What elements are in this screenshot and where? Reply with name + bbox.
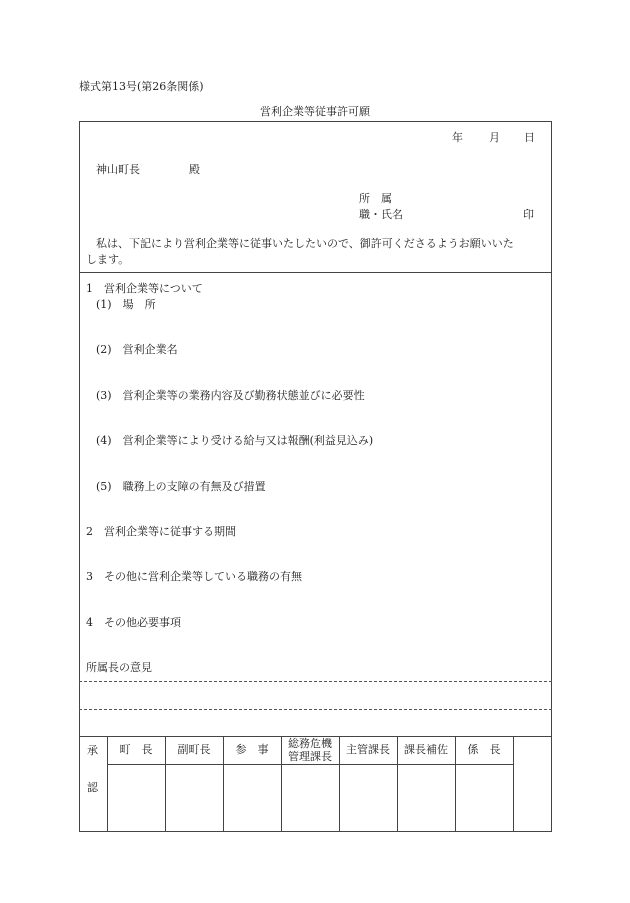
approval-label-bottom: 認	[87, 781, 98, 794]
approval-stamp-cell-counselor[interactable]	[224, 765, 281, 831]
item-1-2-company-name: (2) 営利企業名	[96, 343, 178, 356]
form-frame	[79, 121, 552, 832]
supervisor-opinion-label: 所属長の意見	[86, 661, 152, 674]
request-text-line1: 私は、下記により営利企業等に従事いたしたいので、御許可くださるようお願いいた	[96, 237, 514, 250]
approval-col-counselor: 参 事	[235, 743, 269, 756]
section-divider	[79, 272, 552, 273]
approval-col-mayor: 町 長	[119, 743, 153, 756]
approval-stamp-cell-deputy-chief[interactable]	[398, 765, 455, 831]
approval-col-line	[513, 736, 514, 832]
date-day-label: 日	[524, 131, 535, 144]
item-1-5-duties-impact: (5) 職務上の支障の有無及び措置	[96, 480, 266, 493]
seal-mark: 印	[523, 208, 534, 221]
name-label: 職・氏名	[359, 208, 403, 221]
approval-stamp-cell-mayor[interactable]	[108, 765, 165, 831]
approval-col-deputy-mayor: 副町長	[177, 743, 211, 756]
supervisor-opinion-line-1	[79, 681, 552, 682]
approval-stamp-cell-deputy-mayor[interactable]	[166, 765, 223, 831]
form-number: 様式第13号(第26条関係)	[79, 80, 204, 93]
affiliation-label: 所 属	[359, 192, 392, 205]
approval-col-section-chief: 主管課長	[346, 743, 390, 756]
approval-label-top: 承	[87, 744, 98, 757]
addressee: 神山町長	[96, 163, 140, 176]
approval-stamp-cell-crisis-manager[interactable]	[282, 765, 339, 831]
approval-stamp-cell-section-chief[interactable]	[340, 765, 397, 831]
date-month-label: 月	[489, 131, 500, 144]
item-1-1-location: (1) 場 所	[96, 298, 156, 311]
item-2-period: 2 営利企業等に従事する期間	[86, 525, 236, 538]
item-1-4-compensation: (4) 営利企業等により受ける給与又は報酬(利益見込み)	[96, 434, 374, 447]
addressee-honorific: 殿	[189, 163, 200, 176]
item-3-other-duties: 3 その他に営利企業等している職務の有無	[86, 570, 302, 583]
approval-col-crisis-manager-line2: 管理課長	[288, 750, 332, 763]
approval-col-crisis-manager-line1: 総務危機	[288, 737, 332, 750]
item-1-3-business-content: (3) 営利企業等の業務内容及び勤務状態並びに必要性	[96, 389, 365, 402]
item-4-other-matters: 4 その他必要事項	[86, 616, 181, 629]
approval-col-deputy-chief: 課長補佐	[404, 743, 448, 756]
item-1-heading: 1 営利企業等について	[86, 282, 203, 295]
supervisor-opinion-line-2	[79, 709, 552, 710]
request-text-line2: します。	[86, 253, 130, 266]
approval-stamp-cell-staff-chief[interactable]	[456, 765, 513, 831]
approval-col-staff-chief: 係 長	[467, 743, 501, 756]
form-title: 営利企業等従事許可願	[260, 105, 370, 118]
date-year-label: 年	[452, 131, 463, 144]
